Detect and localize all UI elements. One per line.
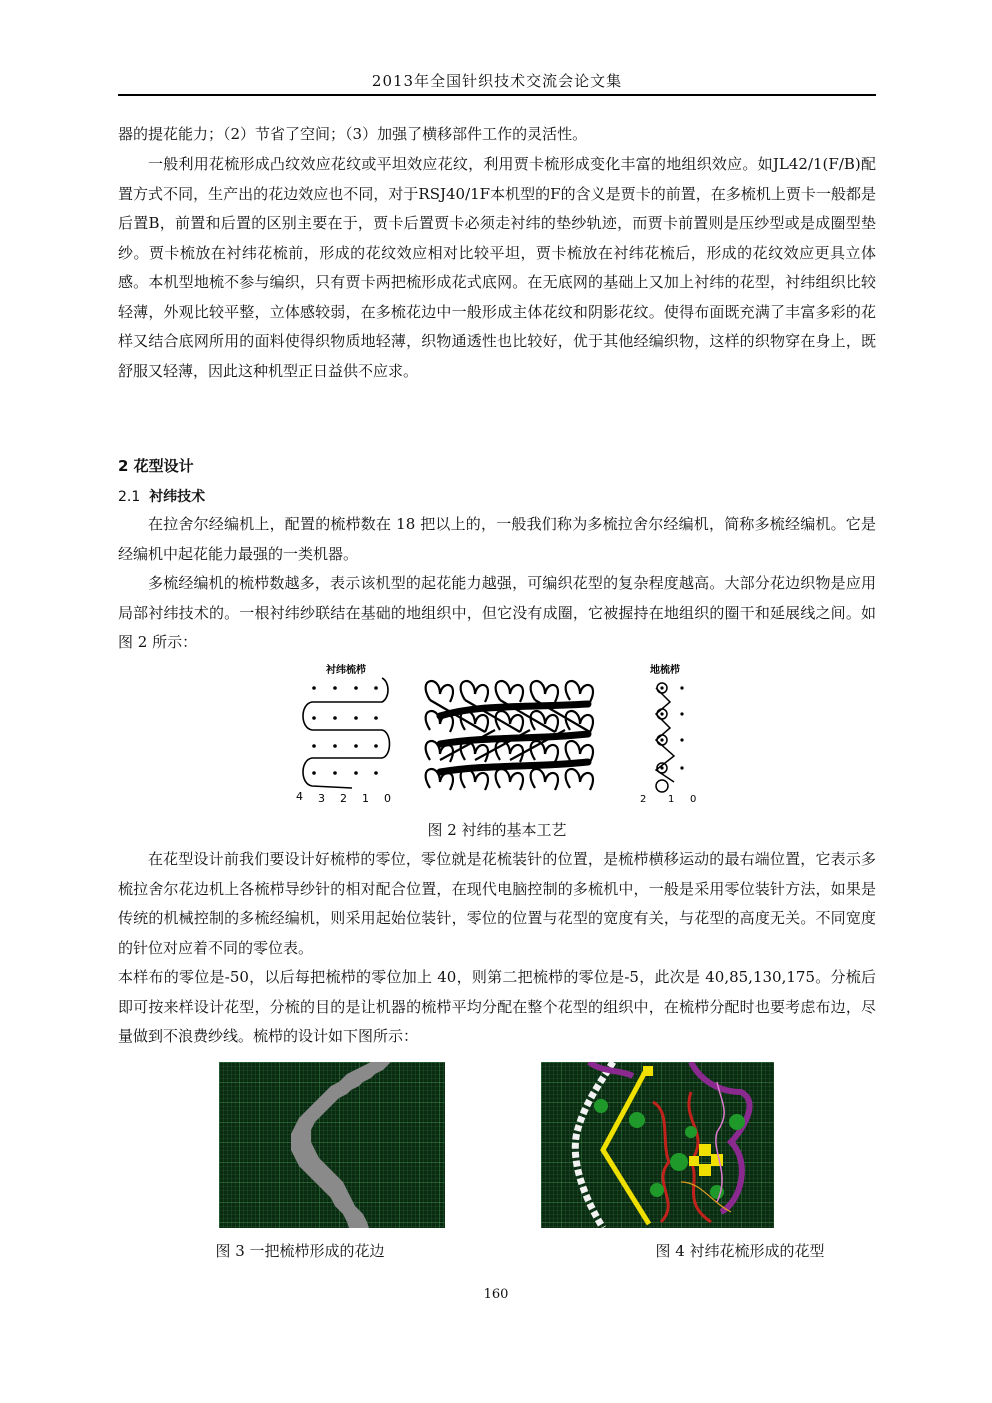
- ground-num-1: 1: [668, 794, 675, 805]
- ground-num-0: 0: [690, 794, 697, 805]
- ground-num-2: 2: [640, 794, 647, 805]
- page-number: 160: [483, 1287, 509, 1302]
- figure-4-caption: 图 4 衬纬花梳形成的花型: [655, 1242, 825, 1260]
- running-header: 2013年全国针织技术交流会论文集: [371, 72, 623, 90]
- inlay-bar-label: 衬纬梳栉: [326, 665, 366, 676]
- inlay-num-3: 3: [318, 792, 325, 805]
- paragraph-continuation: 器的提花能力；（2）节省了空间；（3）加强了横移部件工作的灵活性。: [118, 125, 588, 143]
- paragraph-inlay: 多梳经编机的梳栉数越多，表示该机型的起花能力越强，可编织花型的复杂程度越高。大部分花边织物是应用局部衬纬技术的。一根衬纬纱联结在基础的地组织中，但它没有成圈，它被握持在地组织的圈干和延展线之间。如图 2 所示：: [118, 574, 876, 651]
- figure-3-single-bar-edging: [219, 1062, 445, 1228]
- loop-row-1: [426, 681, 593, 702]
- paragraph-multibar: 在拉舍尔经编机上，配置的梳栉数在 18 把以上的，一般我们称为多梳拉舍尔经编机，简称多梳经编机。它是经编机中起花能力最强的一类机器。: [118, 515, 876, 563]
- header-rule: [118, 94, 876, 96]
- inlay-num-2: 2: [340, 792, 347, 805]
- figure-3-caption: 图 3 一把梳栉形成的花边: [215, 1242, 385, 1260]
- ground-bar-label: 地梳栉: [650, 665, 680, 676]
- section-heading-2-1: [118, 486, 205, 506]
- inlay-num-0: 0: [384, 792, 391, 805]
- paragraph-zero-values: 本样布的零位是-50，以后每把梳栉的零位加上 40，则第二把梳栉的零位是-5，此次是 40,85,130,175。分梳后即可按来样设计花型，分梳的目的是让机器的梳栉平均分配在整个花型的组织中，在梳栉分配时也要考虑布边，尽量做到不浪费纱线。梳栉的设计如下图所示：: [118, 968, 876, 1045]
- paragraph-jacquard: 一般利用花梳形成凸纹效应花纹或平坦效应花纹，利用贾卡梳形成变化丰富的地组织效应。如JL42/1(F/B)配置方式不同，生产出的花边效应也不同，对于RSJ40/1F本机型的F的含义是贾卡的前置，在多梳机上贾卡一般都是后置B，前置和后置的区别主要在于，贾卡后置贾卡必须走衬纬的垫纱轨迹，而贾卡前置则是压纱型或是成圈型垫纱。贾卡梳放在衬纬花梳前，形成的花纹效应相对比较平坦，贾卡梳放在衬纬花梳后，形成的花纹效应更具立体感。本机型地梳不参与编织，只有贾卡两把梳形成花式底网。在无底网的基础上又加上衬纬的花型，衬纬组织比较轻薄，外观比较平整，立体感较弱，在多梳花边中一般形成主体花纹和阴影花纹。使得布面既充满了丰富多彩的花样又结合底网所用的面料使得织物质地轻薄，织物通透性也比较好，优于其他经编织物，这样的织物穿在身上，既舒服又轻薄，因此这种机型正日益供不应求。: [118, 155, 876, 380]
- ground-loops: [656, 683, 674, 792]
- section-number: 2.1: [118, 489, 141, 505]
- figure-2-caption: 图 2 衬纬的基本工艺: [427, 821, 567, 839]
- section-title: 衬纬技术: [149, 489, 206, 505]
- inlay-num-4: 4: [296, 790, 303, 803]
- paragraph-zero-position: 在花型设计前我们要设计好梳栉的零位，零位就是花梳装针的位置，是梳栉横移运动的最右端位置，它表示多梳拉舍尔花边机上各梳栉导纱针的相对配合位置，在现代电脑控制的多梳机中，一般是采用零位装针方法，如果是传统的机械控制的多梳经编机，则采用起始位装针，零位的位置与花型的宽度有关，与花型的高度无关。不同宽度的针位对应着不同的零位表。: [118, 850, 876, 957]
- inlay-num-1: 1: [362, 792, 369, 805]
- figure-4-inlay-pattern: [541, 1062, 774, 1228]
- figure-2-inlay-diagram: [290, 660, 710, 808]
- section-heading-2: 2 花型设计: [118, 457, 194, 475]
